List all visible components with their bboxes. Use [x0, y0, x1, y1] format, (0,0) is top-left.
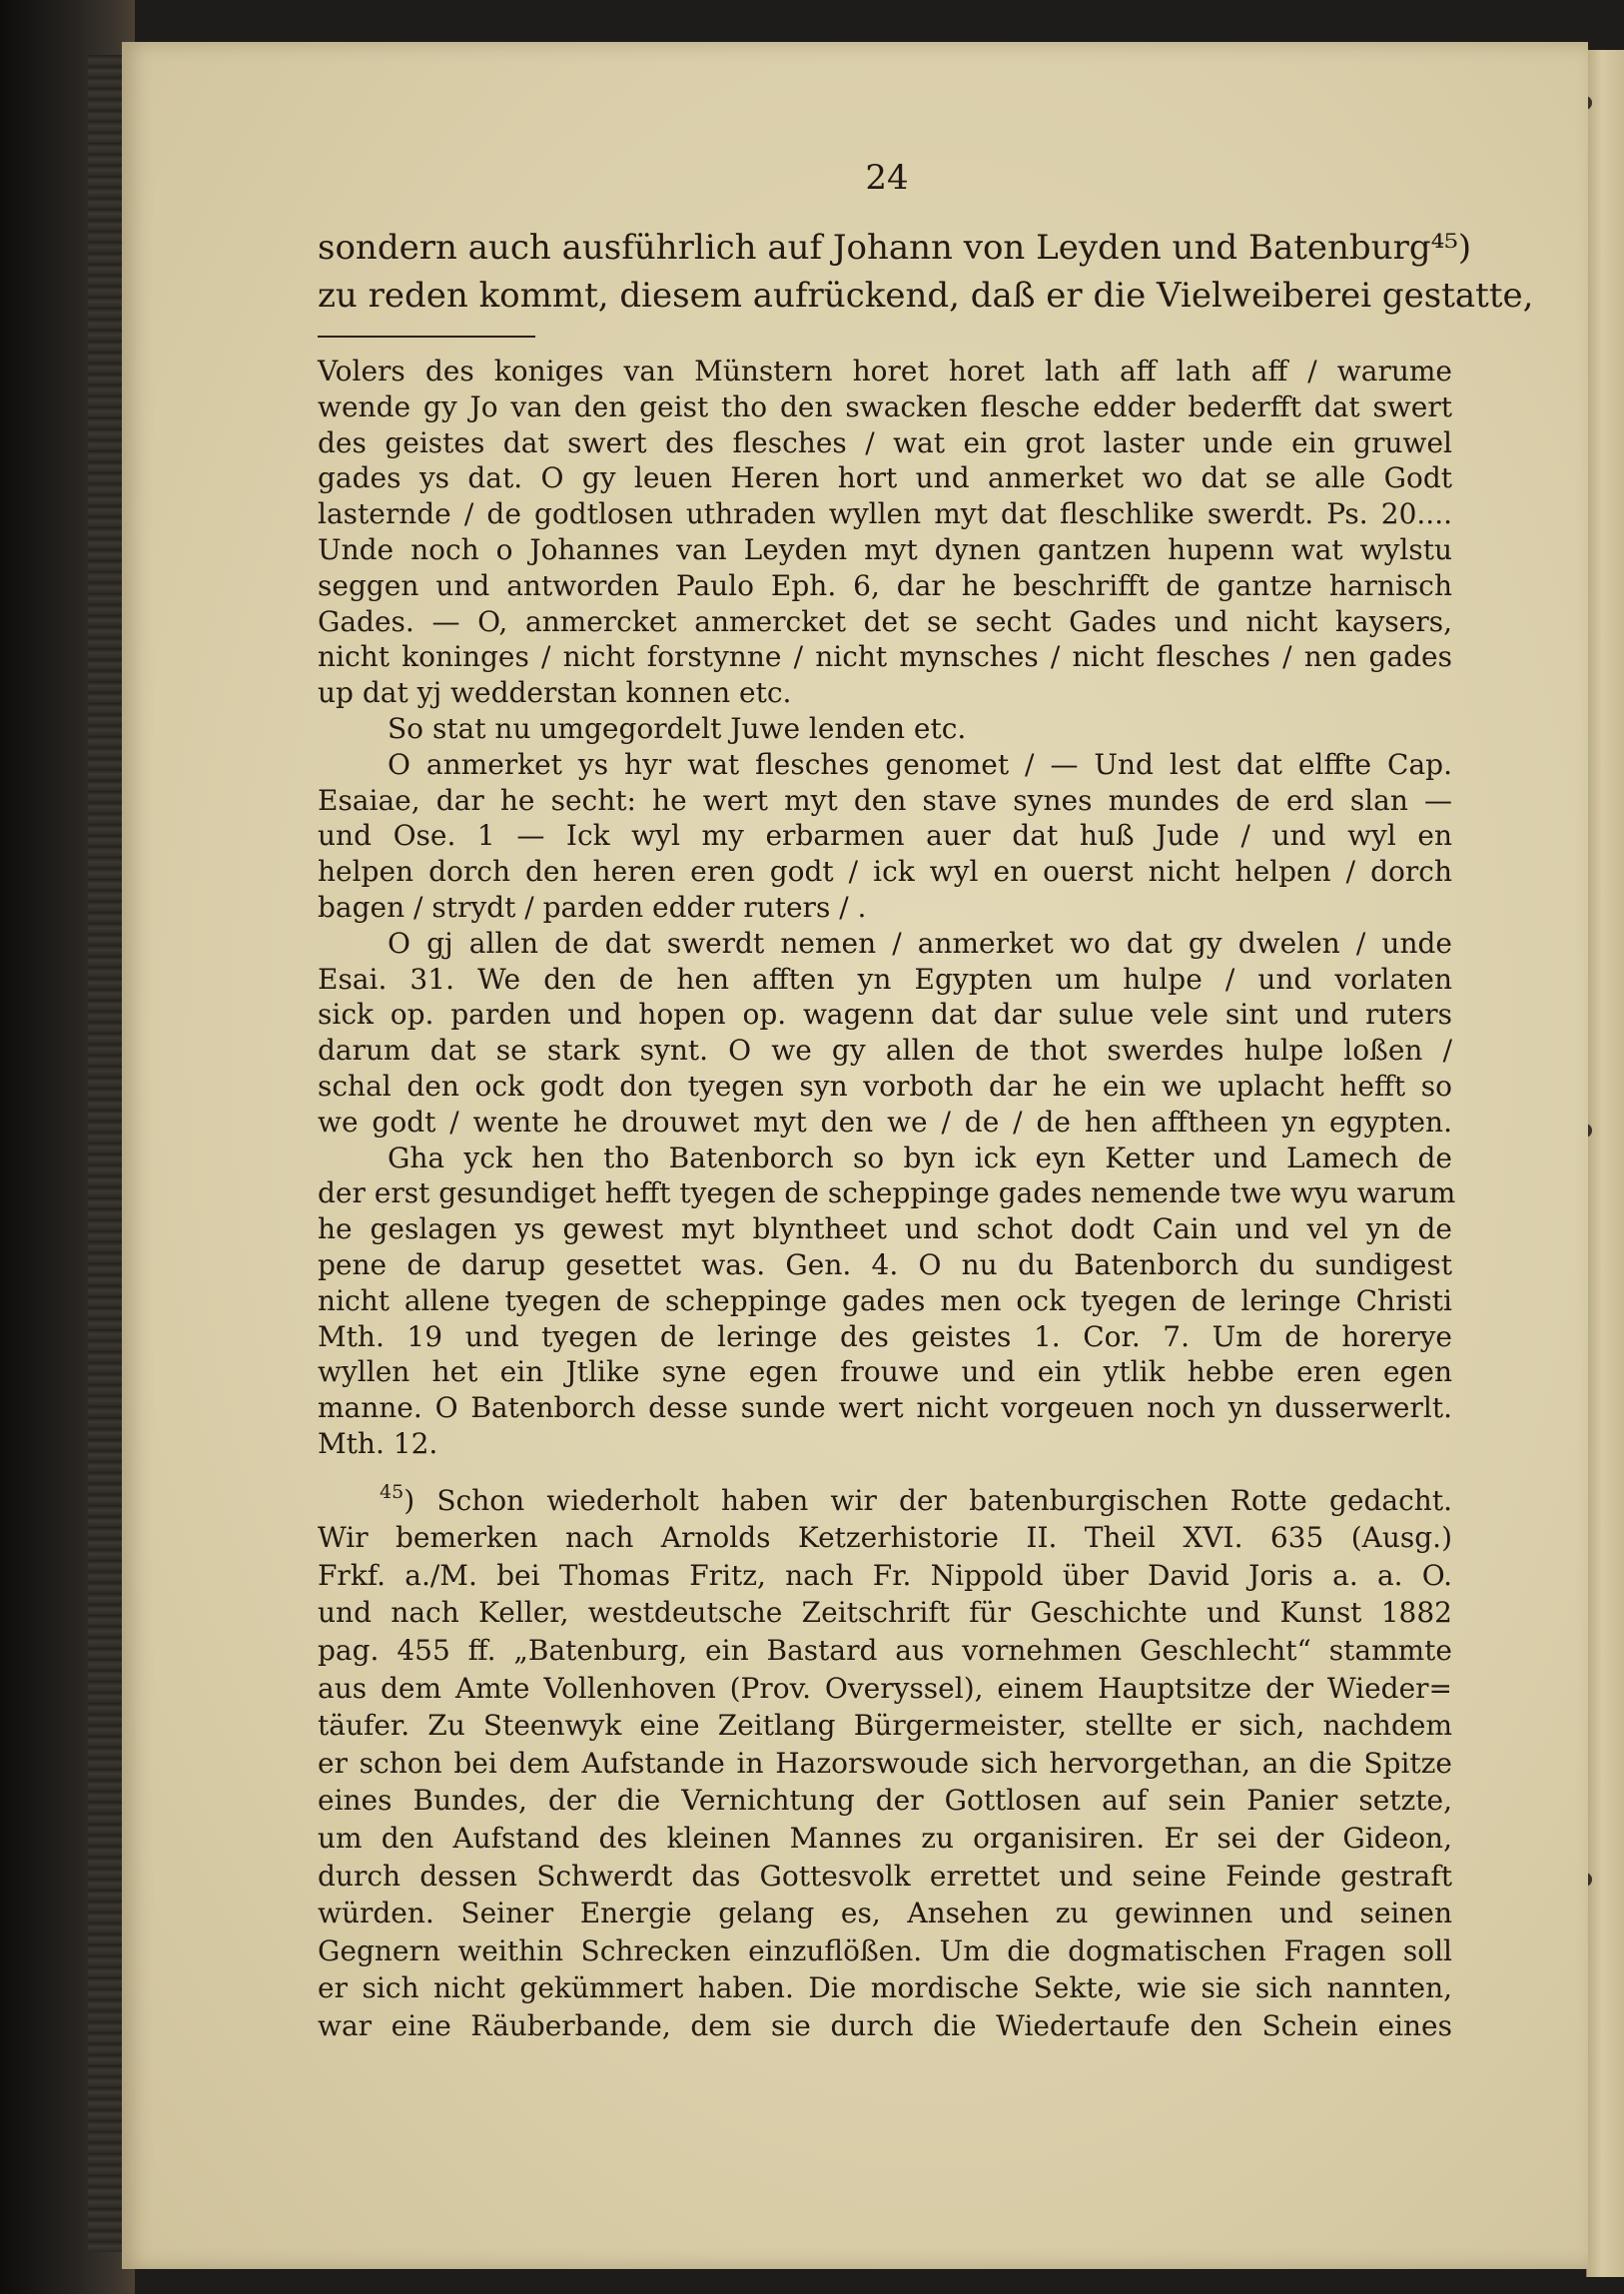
quote-line: Mth. 12.: [318, 1426, 438, 1460]
footnote-marker: 45: [380, 1480, 405, 1503]
footnote-line: um den Aufstand des kleinen Mannes zu organisiren. Er sei der Gideon,: [318, 1822, 1452, 1856]
text-line: zu reden kommt, diesem aufrückend, daß er die Vielweiberei gestatte,: [318, 276, 1534, 316]
quote-line: Esaiae, dar he secht: he wert myt den stave synes mundes de erd slan —: [318, 783, 1452, 817]
quote-line: Gha yck hen tho Batenborch so byn ick eyn Ketter und Lamech de: [388, 1141, 1452, 1174]
quote-line: bagen / strydt / parden edder ruters / .: [318, 890, 867, 924]
footnote-line: aus dem Amte Vollenhoven (Prov. Overyssel), einem Hauptsitze der Wieder=: [318, 1671, 1452, 1705]
main-text: [318, 224, 1534, 320]
footnote-line: täufer. Zu Steenwyk eine Zeitlang Bürgermeister, stellte er sich, nachdem: [318, 1709, 1452, 1743]
quote-line: des geistes dat swert des flesches / wat ein grot laster unde ein gruwel: [318, 425, 1452, 459]
quote-line: nicht koninges / nicht forstynne / nicht mynsches / nicht flesches / nen gades: [318, 640, 1452, 674]
page-text: [318, 150, 1534, 2045]
quote-line: und Ose. 1 — Ick wyl my erbarmen auer dat huß Jude / und wyl en: [318, 819, 1452, 853]
quote-line: nicht allene tyegen de scheppinge gades men ock tyegen de leringe Christi: [318, 1283, 1452, 1317]
footnote-line: Frkf. a./M. bei Thomas Fritz, nach Fr. Nippold über David Joris a. a. O.: [318, 1558, 1452, 1592]
quote-line: schal den ock godt don tyegen syn vorboth dar he ein we uplacht hefft so: [318, 1069, 1452, 1103]
quote-line: O gj allen de dat swerdt nemen / anmerket wo dat gy dwelen / unde: [388, 926, 1452, 960]
footnote: [318, 1474, 1452, 2045]
quote-line: Esai. 31. We den de hen afften yn Egypten um hulpe / und vorlaten: [318, 962, 1452, 996]
quote-line: we godt / wente he drouwet myt den we / de / de hen afftheen yn egypten.: [318, 1105, 1452, 1139]
quoted-passage: [318, 354, 1456, 1462]
quote-line: pene de darup gesettet was. Gen. 4. O nu du Batenborch du sundigest: [318, 1247, 1452, 1281]
quote-line: Unde noch o Johannes van Leyden myt dynen gantzen hupenn wat wylstu: [318, 532, 1452, 566]
quote-line: helpen dorch den heren eren godt / ick wyl en ouerst nicht helpen / dorch: [318, 855, 1452, 889]
quote-line: darum dat se stark synt. O we gy allen de thot swerdes hulpe loßen /: [318, 1034, 1452, 1068]
quote-line: O anmerket ys hyr wat flesches genomet / — Und lest dat elffte Cap.: [388, 747, 1452, 781]
quote-line: up dat yj wedderstan konnen etc.: [318, 676, 792, 710]
footnote-line: und nach Keller, westdeutsche Zeitschrift für Geschichte und Kunst 1882: [318, 1596, 1452, 1630]
footnote-line: durch dessen Schwerdt das Gottesvolk errettet und seine Feinde gestraft: [318, 1859, 1452, 1893]
quote-line: seggen und antworden Paulo Eph. 6, dar he beschrifft de gantze harnisch: [318, 568, 1452, 602]
footnote-text: ) Schon wiederholt haben wir der batenburgischen Rotte gedacht.: [404, 1483, 1452, 1517]
next-page-edge: [1586, 50, 1624, 2277]
quote-line: Volers des koniges van Münstern horet horet lath aff lath aff / warume: [318, 355, 1452, 387]
footnote-line: er schon bei dem Aufstande in Hazorswoude sich hervorgethan, an die Spitze: [318, 1746, 1452, 1780]
quote-line: gades ys dat. O gy leuen Heren hort und anmerket wo dat se alle Godt: [318, 461, 1452, 495]
quote-line: wende gy Jo van den geist tho den swacken flesche edder bederfft dat swert: [318, 389, 1452, 423]
quote-line: So stat nu umgegordelt Juwe lenden etc.: [388, 711, 967, 745]
footnote-line: pag. 455 ff. „Batenburg, ein Bastard aus vornehmen Geschlecht“ stammte: [318, 1634, 1452, 1668]
footnote-divider: [318, 336, 535, 338]
footnote-line: war eine Räuberbande, dem sie durch die Wiedertaufe den Schein eines: [318, 2009, 1452, 2043]
quote-line: he geslagen ys gewest myt blyntheet und schot dodt Cain und vel yn de: [318, 1212, 1452, 1246]
quote-line: Mth. 19 und tyegen de leringe des geistes 1. Cor. 7. Um de horerye: [318, 1319, 1452, 1353]
footnote-line: er sich nicht gekümmert haben. Die mordische Sekte, wie sie sich nannten,: [318, 1971, 1452, 2005]
quote-line: lasternde / de godtlosen uthraden wyllen myt dat fleschlike swerdt. Ps. 20....: [318, 497, 1452, 531]
text-line: sondern auch ausführlich auf Johann von Leyden und Batenburg⁴⁵): [318, 228, 1472, 268]
quote-line: wyllen het ein Jtlike syne egen frouwe und ein ytlik hebbe eren egen: [318, 1355, 1452, 1389]
quote-line: Gades. — O, anmercket anmercket det se secht Gades und nicht kaysers,: [318, 604, 1452, 638]
footnote-line: eines Bundes, der die Vernichtung der Gottlosen auf sein Panier setzte,: [318, 1784, 1452, 1818]
footnote-line: [318, 1474, 1452, 1520]
page-number: 24: [865, 158, 909, 198]
footnote-line: Wir bemerken nach Arnolds Ketzerhistorie II. Theil XVI. 635 (Ausg.): [318, 1521, 1452, 1555]
quote-line: der erst gesundiget hefft tyegen de scheppinge gades nemende twe wyu warum: [318, 1176, 1456, 1210]
quote-line: manne. O Batenborch desse sunde wert nicht vorgeuen noch yn dusserwerlt.: [318, 1391, 1452, 1425]
footnote-line: Gegnern weithin Schrecken einzuflößen. Um die dogmatischen Fragen soll: [318, 1933, 1452, 1967]
footnote-line: würden. Seiner Energie gelang es, Ansehen zu gewinnen und seinen: [318, 1897, 1452, 1930]
quote-line: sick op. parden und hopen op. wagenn dat dar sulue vele sint und ruters: [318, 998, 1452, 1032]
